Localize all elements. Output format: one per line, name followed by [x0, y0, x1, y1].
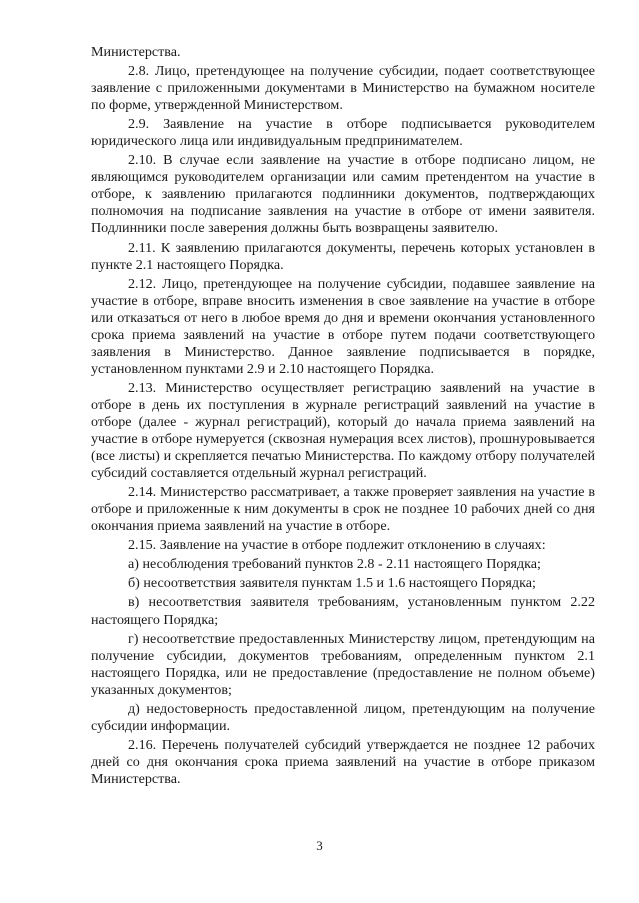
list-item-2-15-b: б) несоответствия заявителя пунктам 1.5 и 1.6 настоящего Порядка; — [128, 575, 536, 592]
paragraph-2-10: 2.10. В случае если заявление на участие в отборе подписано лицом, не являющимся руководителем организации или самим претендентом на участие в отборе, к заявлению прилагаются подлинники документов, подтверждающих полномочия на подписание заявления на участие в отборе от имени заявителя. Подлинники после заверения должны быть возвращены заявителю. — [91, 152, 595, 237]
paragraph-2-13: 2.13. Министерство осуществляет регистрацию заявлений на участие в отборе в день их поступления в журнале регистраций заявлений на участие в отборе (далее - журнал регистраций), который до начала приема заявлений на участие в отборе нумеруется (сквозная нумерация всех листов), прошнуровывается (все листы) и скрепляется печатью Министерства. По каждому отбору получателей субсидий составляется отдельный журнал регистраций. — [91, 379, 595, 482]
paragraph-2-12: 2.12. Лицо, претендующее на получение субсидии, подавшее заявление на участие в отборе, вправе вносить изменения в свое заявление на участие в отборе или отказаться от него в любое время до дня и времени окончания установленного срока приема заявлений на участие в отборе путем подачи соответствующего заявления в Министерство. Данное заявление подписывается в порядке, установленном пунктами 2.9 и 2.10 настоящего Порядка. — [91, 275, 595, 377]
list-item-2-15-g: г) несоответствие предоставленных Министерству лицом, претендующим на получение субсидии, документов требованиям, определенным пунктом 2.1 настоящего Порядка, или не предоставление (предоставление не полном объеме) указанных документов; — [91, 630, 595, 698]
paragraph-continuation: Министерства. — [91, 44, 181, 60]
paragraph-2-15: 2.15. Заявление на участие в отборе подлежит отклонению в случаях: — [128, 537, 546, 554]
list-item-2-15-d: д) недостоверность предоставленной лицом, претендующим на получение субсидии информации. — [91, 700, 595, 734]
list-item-2-15-a: а) несоблюдения требований пунктов 2.8 - 2.11 настоящего Порядка; — [128, 556, 541, 573]
paragraph-2-11: 2.11. К заявлению прилагаются документы, перечень которых установлен в пункте 2.1 настоящего Порядка. — [91, 239, 595, 273]
paragraph-2-16: 2.16. Перечень получателей субсидий утверждается не позднее 12 рабочих дней со дня окончания срока приема заявлений на участие в отборе приказом Министерства. — [91, 736, 595, 787]
document-body — [91, 44, 595, 790]
paragraph-2-9: 2.9. Заявление на участие в отборе подписывается руководителем юридического лица или индивидуальным предпринимателем. — [91, 116, 595, 150]
paragraph-2-14: 2.14. Министерство рассматривает, а также проверяет заявления на участие в отборе и приложенные к ним документы в срок не позднее 10 рабочих дней со дня окончания приема заявлений на участие в отборе. — [91, 484, 595, 535]
page-number: 3 — [316, 838, 323, 853]
list-item-2-15-v: в) несоответствия заявителя требованиям, установленным пунктом 2.22 настоящего Порядка; — [91, 594, 595, 628]
paragraph-2-8: 2.8. Лицо, претендующее на получение субсидии, подает соответствующее заявление с приложенными документами в Министерство на бумажном носителе по форме, утвержденной Министерством. — [91, 63, 595, 114]
